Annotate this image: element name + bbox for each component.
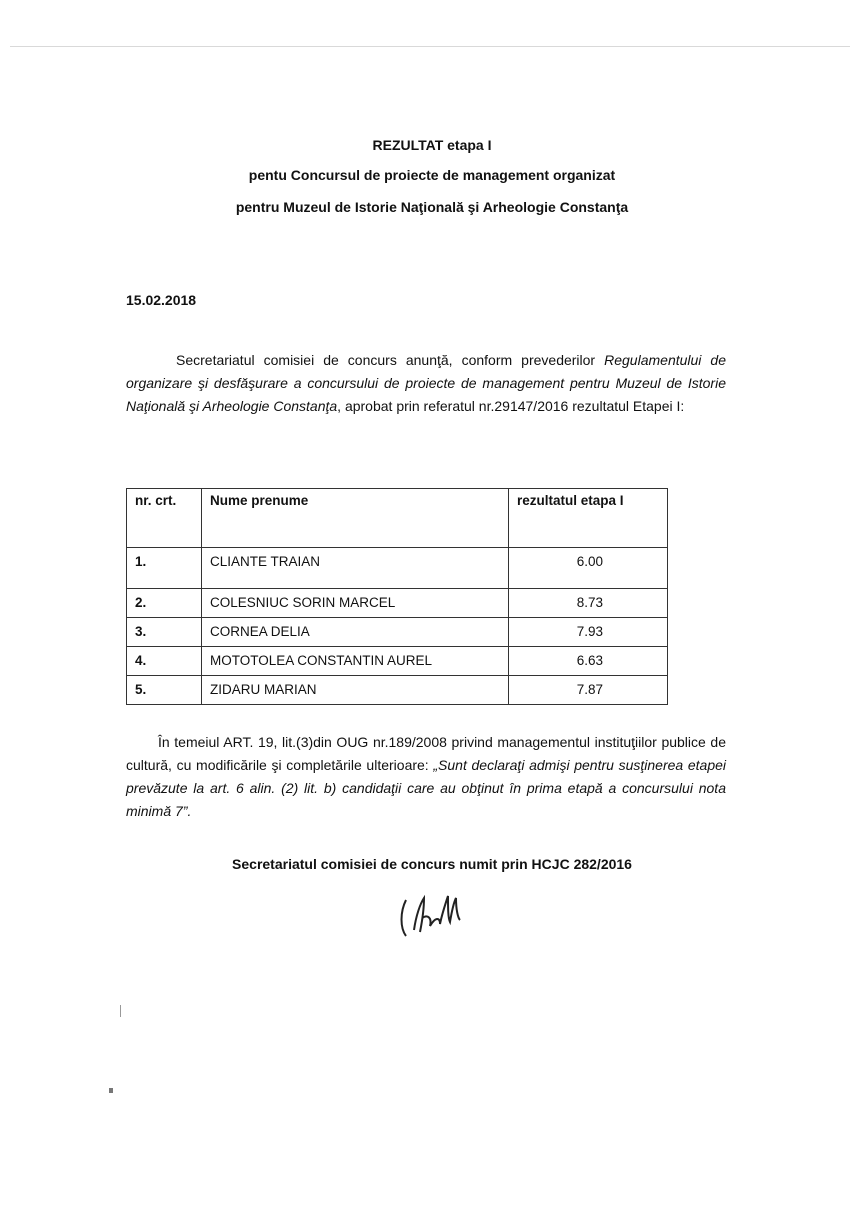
header-nr-crt: nr. crt. [127,489,202,548]
row-number: 5. [127,676,202,705]
row-name: COLESNIUC SORIN MARCEL [202,589,509,618]
document-title: REZULTAT etapa I [372,137,492,153]
legal-text: În temeiul ART. 19, lit.(3)din OUG nr.189/2008 privind managementul instituţiilor publice de cultură, cu modificările şi completările ulterioare: [126,734,726,773]
table-row [127,548,668,589]
scan-artifact-line [10,46,850,47]
header-name: Nume prenume [202,489,509,548]
intro-paragraph [126,349,726,418]
intro-regulation-name: Regulamentului de organizare şi desfăşurare a concursului de proiecte de management pentru Muzeul de Istorie Naţională şi Arheologie Constanţa [126,352,727,414]
row-name: ZIDARU MARIAN [202,676,509,705]
intro-text-2: , aprobat prin referatul nr.29147/2016 rezultatul Etapei I: [337,398,685,414]
table-row [127,676,668,705]
table-header-row [127,489,668,548]
row-score: 6.00 [509,548,668,589]
scan-speck [109,1088,113,1093]
row-score: 8.73 [509,589,668,618]
row-number: 1. [127,548,202,589]
row-score: 6.63 [509,647,668,676]
row-score: 7.93 [509,618,668,647]
row-name: MOTOTOLEA CONSTANTIN AUREL [202,647,509,676]
intro-text-1: Secretariatul comisiei de concurs anunţă, conform prevederilor [176,352,605,368]
handwritten-signature [396,888,476,948]
row-number: 2. [127,589,202,618]
legal-basis-paragraph [126,731,726,823]
results-table [126,488,668,705]
table-row [127,589,668,618]
scan-speck [120,1005,121,1017]
document-date: 15.02.2018 [126,292,197,308]
row-number: 4. [127,647,202,676]
header-result: rezultatul etapa I [509,489,668,548]
legal-quote: „Sunt declaraţi admişi pentru susţinerea etapei prevăzute la art. 6 alin. (2) lit. b) candidaţii care au obţinut în prima etapă a concursului nota minimă 7”. [126,757,726,819]
row-name: CORNEA DELIA [202,618,509,647]
signoff-line: Secretariatul comisiei de concurs numit prin HCJC 282/2016 [232,856,632,872]
row-number: 3. [127,618,202,647]
table-row [127,618,668,647]
row-name: CLIANTE TRAIAN [202,548,509,589]
document-subtitle-line-2: pentru Muzeul de Istorie Naţională şi Arheologie Constanţa [235,199,629,215]
row-score: 7.87 [509,676,668,705]
document-subtitle-line-1: pentu Concursul de proiecte de management organizat [248,167,616,183]
table-row [127,647,668,676]
